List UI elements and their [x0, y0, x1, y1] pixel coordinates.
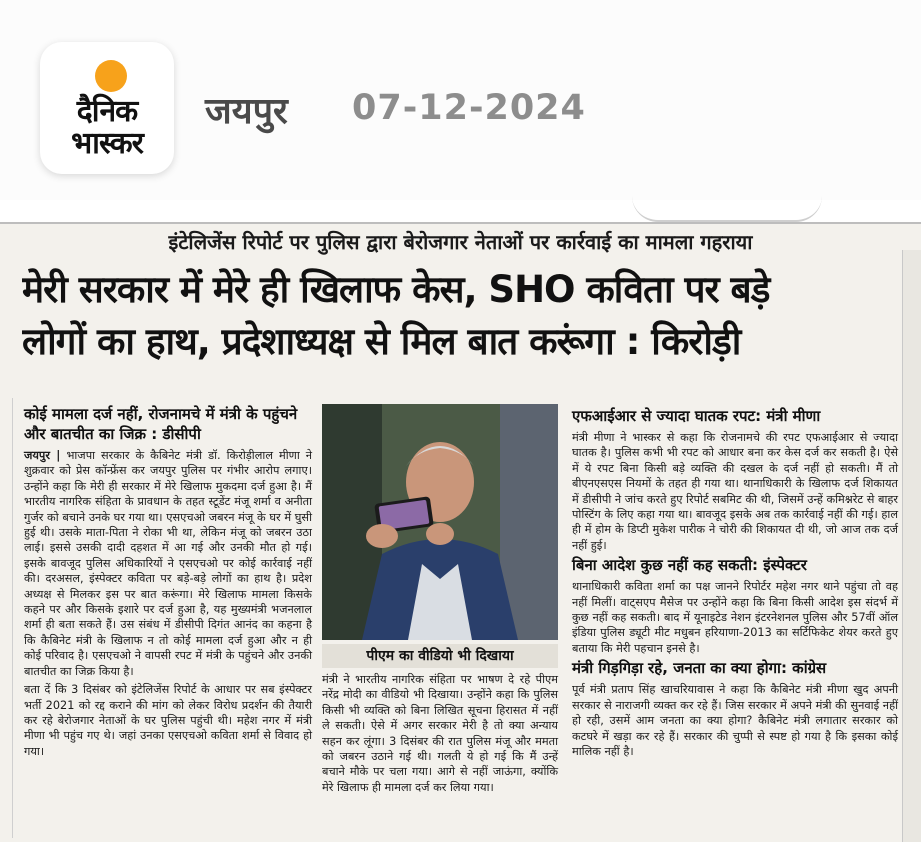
photo-caption-text: मंत्री ने भारतीय नागरिक संहिता पर भाषण दे रहे पीएम नरेंद्र मोदी का वीडियो भी दिखाया। उन्होंने कहा कि पुलिस किसी भी व्यक्ति को बिना लिखित सूचना हिरासत में नहीं ले सकती। ऐसे में अगर सरकार मेरी है तो क्या अन्याय सहन कर लूंगा। 3 दिसंबर की रात पुलिस मंजू और ममता को जबरन उठाने गई थी। गलती ये हो गई कि मैं उन्हें बचाने मौके पर चला गया। आगे से नहीं जाऊंगा, क्योंकि मेरे खिलाफ ही मामला दर्ज कर लिया गया। [322, 673, 558, 794]
edition-city: जयपुर [205, 91, 288, 132]
logo-sun-icon [95, 60, 127, 92]
section-1-text: मंत्री मीणा ने भास्कर से कहा कि रोजनामचे की रपट एफआईआर से ज्यादा घातक है। पुलिस कभी भी रपट को आधार बना कर केस दर्ज कर सकती है। ऐसे में ये रपट बिना किसी बड़े व्यक्ति की दखल के दर्ज नहीं हो सकती। मैं तो बीएनएसएस नियमों के तहत ही गया था। थानाधिकारी के खिलाफ दर्ज शिकायत में डीसीपी ने जांच करते हुए रिपोर्ट सबमिट की थी, जिसमें उन्हें कमिश्नरेट से बाहर पोस्टिंग के लिए कहा गया था। बावजूद इसके अब तक कार्रवाई नहीं की गई। हाल ही में होम के डिप्टी मुकेश पारीक ने चोरी की शिकायत दी थी, जो आज तक दर्ज नहीं हुई। [572, 431, 898, 552]
masthead [0, 0, 921, 200]
section-3-text: पूर्व मंत्री प्रताप सिंह खाचरियावास ने कहा कि कैबिनेट मंत्री मीणा खुद अपनी सरकार से नाराजगी व्यक्त कर रहे हैं। जिस सरकार में अपने मंत्री की सुनवाई नहीं हो रही, उसमें आम जनता का क्या होगा? कैबिनेट मंत्री लगातार सरकार को कटघरे में खड़ा कर रहे हैं। सरकार की चुप्पी से स्पष्ट हो गया है कि इसका कोई मालिक नहीं है। [572, 683, 898, 758]
logo-text: दैनिक भास्कर [71, 94, 143, 161]
photo-illustration-icon [322, 404, 558, 640]
minister-photo [322, 404, 558, 640]
article-clipping [0, 222, 921, 842]
article-kicker: इंटेलिजेंस रिपोर्ट पर पुलिस द्वारा बेरोजगार नेताओं पर कार्रवाई का मामला गहराया [168, 230, 753, 254]
column-right [572, 404, 898, 759]
headline-line-2: लोगों का हाथ, प्रदेशाध्यक्ष से मिल बात करूंगा : किरोड़ी [22, 320, 741, 363]
adjacent-page-edge [902, 250, 921, 842]
section-1-title: एफआईआर से ज्यादा घातक रपट: मंत्री मीणा [572, 407, 821, 425]
photo-caption-title: पीएम का वीडियो भी दिखाया [322, 644, 558, 668]
column-rule [12, 398, 13, 838]
section-3-title: मंत्री गिड़गिड़ा रहे, जनता का क्या होगा: कांग्रेस [572, 659, 827, 678]
page-fold-line [632, 196, 822, 222]
headline-line-1: मेरी सरकार में मेरे ही खिलाफ केस, SHO कविता पर बड़े [22, 268, 770, 311]
column-left-para-1 [24, 448, 312, 679]
newspaper-logo [40, 42, 174, 174]
section-2-title: बिना आदेश कुछ नहीं कह सकती: इंस्पेक्टर [572, 556, 807, 575]
dateline: जयपुर | [24, 449, 61, 462]
section-2-text: थानाधिकारी कविता शर्मा का पक्ष जानने रिपोर्टर महेश नगर थाने पहुंचा तो वह नहीं मिलीं। वाट्सएप मैसेज पर उन्होंने कहा कि बिना किसी आदेश इस संदर्भ में कुछ नहीं कह सकती। बाद में यूनाइटेड नेशन इंटरनेशनल पुलिस और 57वीं ऑल इंडिया पुलिस ड्यूटी मीट मधुबन हरियाणा-2013 का सर्टिफिकेट शेयर करते हुए बताया कि मेरी पहचान इनसे है। [572, 580, 898, 655]
column-left-para-1-text: भाजपा सरकार के कैबिनेट मंत्री डॉ. किरोड़ीलाल मीणा ने शुक्रवार को प्रेस कॉन्फ्रेंस कर जयपुर पुलिस पर गंभीर आरोप लगाए। उन्होंने कहा कि मेरी ही सरकार में मेरे खिलाफ मुकदमा दर्ज हुआ है। मैं भारतीय नागरिक संहिता के प्रावधान के तहत स्टूडेंट मंजू शर्मा व अनीता गुर्जर को बचाने उनके घर गया था। एसएचओ जबरन मंजू के घर में घुसी हुई थी। उसके माता-पिता ने रोका भी था, लेकिन मंजू को जबरन उठा लाई। इससे उसकी दादी दहशत में आ गई और उनकी मौत हो गई। इसके बावजूद पुलिस अधिकारियों ने एसएचओ पर कोई कार्रवाई नहीं की। दरअसल, इंस्पेक्टर कविता पर बड़े-बड़े लोगों का हाथ है। प्रदेश अध्यक्ष से मिलकर इस पर बात करूंगा। मेरे खिलाफ मामला किसके कहने पर और किसके इशारे पर दर्ज हुआ है, यह मुख्यमंत्री भजनलाल शर्मा ही बता सकते हैं। उस संबंध में डीसीपी दिगंत आनंद का कहना है कि कैबिनेट मंत्री के खिलाफ न तो कोई मामला दर्ज हुआ और न ही कोई परिवाद है। एसएचओ ने वापसी रपट में मंत्री के पहुंचने और उनकी बातचीत का जिक्र किया है। [24, 449, 313, 678]
column-left-title: कोई मामला दर्ज नहीं, रोजनामचे में मंत्री के पहुंचने और बातचीत का जिक्र : डीसीपी [24, 405, 298, 443]
edition-date: 07-12-2024 [352, 88, 586, 128]
column-left [24, 404, 312, 762]
article-headline [22, 264, 902, 368]
column-left-para-2: बता दें कि 3 दिसंबर को इंटेलिजेंस रिपोर्ट के आधार पर सब इंस्पेक्टर भर्ती 2021 को रद्द कराने की मांग को लेकर विरोध प्रदर्शन की तैयारी कर रहे बेरोजगार नेताओं के घर पुलिस पहुंची थी। महेश नगर में मंत्री मीणा भी पहुंच गए थे। जहां उनका एसएचओ कविता शर्मा से विवाद हो गया। [24, 683, 312, 758]
column-left-body [24, 448, 312, 759]
photo-block [322, 404, 558, 842]
